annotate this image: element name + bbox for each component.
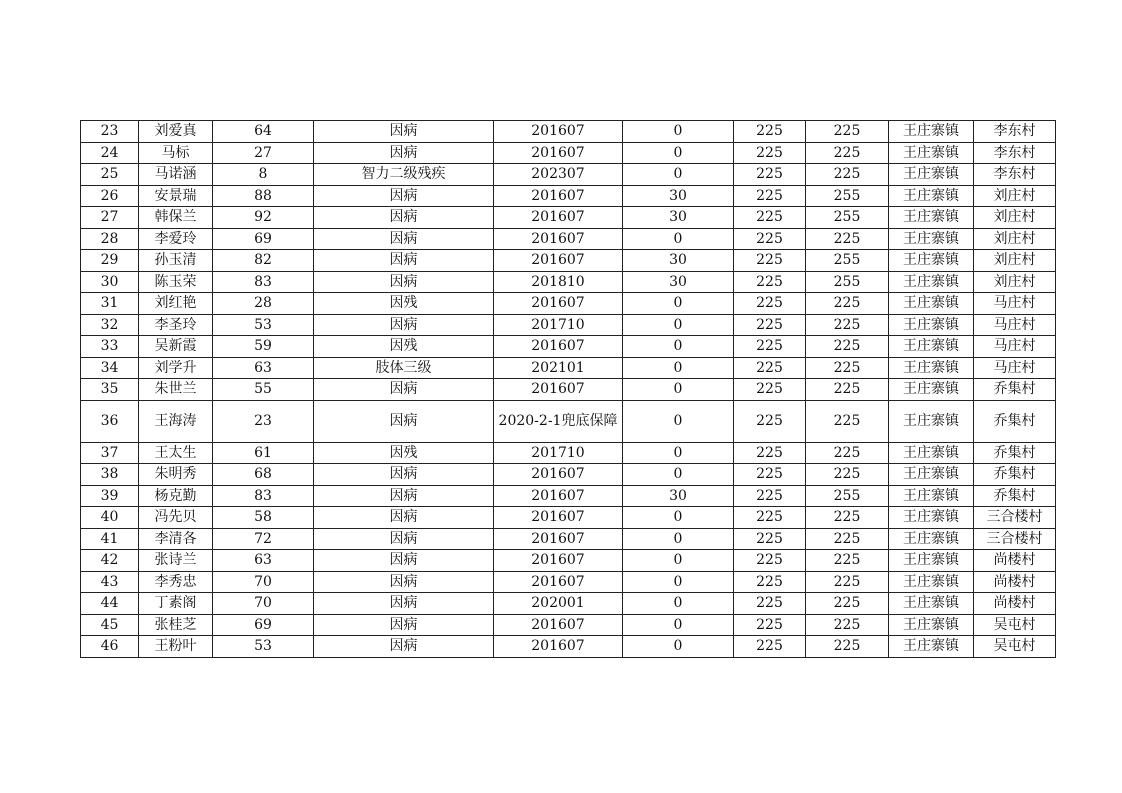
reason-cell: 因病 (314, 464, 494, 486)
age-cell: 59 (213, 336, 314, 358)
village-cell: 刘庄村 (974, 250, 1056, 272)
row-number-cell: 45 (81, 614, 139, 636)
start-date-cell: 202001 (494, 593, 623, 615)
start-date-cell: 201607 (494, 207, 623, 229)
extra-amount-cell: 30 (623, 271, 734, 293)
total-amount-cell: 225 (806, 507, 889, 529)
start-date-cell: 2020-2-1兜底保障 (494, 400, 623, 442)
name-cell: 吴新霞 (139, 336, 213, 358)
town-cell: 王庄寨镇 (889, 207, 974, 229)
start-date-cell: 201607 (494, 293, 623, 315)
town-cell: 王庄寨镇 (889, 357, 974, 379)
row-number-cell: 44 (81, 593, 139, 615)
table-row (81, 121, 1056, 143)
table-row (81, 442, 1056, 464)
start-date-cell: 201607 (494, 507, 623, 529)
age-cell: 92 (213, 207, 314, 229)
extra-amount-cell: 0 (623, 336, 734, 358)
age-cell: 53 (213, 314, 314, 336)
extra-amount-cell: 0 (623, 228, 734, 250)
table-row (81, 293, 1056, 315)
town-cell: 王庄寨镇 (889, 593, 974, 615)
age-cell: 69 (213, 228, 314, 250)
village-cell: 刘庄村 (974, 185, 1056, 207)
name-cell: 李秀忠 (139, 571, 213, 593)
age-cell: 55 (213, 379, 314, 401)
start-date-cell: 201607 (494, 614, 623, 636)
base-amount-cell: 225 (734, 293, 806, 315)
age-cell: 61 (213, 442, 314, 464)
start-date-cell: 201810 (494, 271, 623, 293)
total-amount-cell: 225 (806, 442, 889, 464)
name-cell: 王粉叶 (139, 636, 213, 658)
age-cell: 27 (213, 142, 314, 164)
row-number-cell: 30 (81, 271, 139, 293)
extra-amount-cell: 0 (623, 550, 734, 572)
town-cell: 王庄寨镇 (889, 614, 974, 636)
reason-cell: 因病 (314, 593, 494, 615)
town-cell: 王庄寨镇 (889, 571, 974, 593)
row-number-cell: 27 (81, 207, 139, 229)
village-cell: 刘庄村 (974, 207, 1056, 229)
start-date-cell: 202101 (494, 357, 623, 379)
reason-cell: 因残 (314, 293, 494, 315)
row-number-cell: 36 (81, 400, 139, 442)
extra-amount-cell: 30 (623, 250, 734, 272)
village-cell: 刘庄村 (974, 271, 1056, 293)
start-date-cell: 201607 (494, 121, 623, 143)
table-row (81, 164, 1056, 186)
town-cell: 王庄寨镇 (889, 528, 974, 550)
total-amount-cell: 225 (806, 121, 889, 143)
extra-amount-cell: 0 (623, 636, 734, 658)
town-cell: 王庄寨镇 (889, 442, 974, 464)
age-cell: 70 (213, 571, 314, 593)
extra-amount-cell: 0 (623, 379, 734, 401)
base-amount-cell: 225 (734, 357, 806, 379)
table-row (81, 250, 1056, 272)
town-cell: 王庄寨镇 (889, 164, 974, 186)
name-cell: 张桂芝 (139, 614, 213, 636)
row-number-cell: 28 (81, 228, 139, 250)
start-date-cell: 201607 (494, 485, 623, 507)
table-row (81, 464, 1056, 486)
base-amount-cell: 225 (734, 636, 806, 658)
age-cell: 63 (213, 357, 314, 379)
age-cell: 68 (213, 464, 314, 486)
age-cell: 23 (213, 400, 314, 442)
name-cell: 王海涛 (139, 400, 213, 442)
extra-amount-cell: 0 (623, 400, 734, 442)
total-amount-cell: 225 (806, 464, 889, 486)
village-cell: 三合楼村 (974, 528, 1056, 550)
row-number-cell: 37 (81, 442, 139, 464)
village-cell: 马庄村 (974, 336, 1056, 358)
base-amount-cell: 225 (734, 485, 806, 507)
table-row (81, 485, 1056, 507)
table-row (81, 379, 1056, 401)
base-amount-cell: 225 (734, 336, 806, 358)
name-cell: 杨克勤 (139, 485, 213, 507)
table-row (81, 614, 1056, 636)
reason-cell: 因病 (314, 271, 494, 293)
name-cell: 李圣玲 (139, 314, 213, 336)
age-cell: 28 (213, 293, 314, 315)
town-cell: 王庄寨镇 (889, 121, 974, 143)
total-amount-cell: 255 (806, 207, 889, 229)
age-cell: 83 (213, 485, 314, 507)
village-cell: 乔集村 (974, 442, 1056, 464)
total-amount-cell: 225 (806, 142, 889, 164)
row-number-cell: 23 (81, 121, 139, 143)
name-cell: 安景瑞 (139, 185, 213, 207)
reason-cell: 因病 (314, 507, 494, 529)
reason-cell: 因病 (314, 185, 494, 207)
row-number-cell: 33 (81, 336, 139, 358)
base-amount-cell: 225 (734, 271, 806, 293)
name-cell: 马标 (139, 142, 213, 164)
table-row (81, 571, 1056, 593)
base-amount-cell: 225 (734, 528, 806, 550)
base-amount-cell: 225 (734, 400, 806, 442)
extra-amount-cell: 0 (623, 164, 734, 186)
reason-cell: 因病 (314, 142, 494, 164)
extra-amount-cell: 30 (623, 185, 734, 207)
village-cell: 李东村 (974, 164, 1056, 186)
extra-amount-cell: 30 (623, 207, 734, 229)
village-cell: 刘庄村 (974, 228, 1056, 250)
row-number-cell: 26 (81, 185, 139, 207)
total-amount-cell: 225 (806, 336, 889, 358)
reason-cell: 因病 (314, 207, 494, 229)
extra-amount-cell: 0 (623, 464, 734, 486)
table-body (81, 121, 1056, 658)
data-table (80, 120, 1056, 658)
reason-cell: 因病 (314, 550, 494, 572)
start-date-cell: 201607 (494, 528, 623, 550)
total-amount-cell: 225 (806, 379, 889, 401)
town-cell: 王庄寨镇 (889, 464, 974, 486)
village-cell: 马庄村 (974, 293, 1056, 315)
base-amount-cell: 225 (734, 142, 806, 164)
row-number-cell: 46 (81, 636, 139, 658)
start-date-cell: 201607 (494, 185, 623, 207)
total-amount-cell: 225 (806, 400, 889, 442)
town-cell: 王庄寨镇 (889, 250, 974, 272)
table-row (81, 228, 1056, 250)
reason-cell: 因病 (314, 528, 494, 550)
total-amount-cell: 225 (806, 228, 889, 250)
start-date-cell: 201607 (494, 336, 623, 358)
table-row (81, 550, 1056, 572)
base-amount-cell: 225 (734, 550, 806, 572)
village-cell: 乔集村 (974, 379, 1056, 401)
base-amount-cell: 225 (734, 464, 806, 486)
name-cell: 刘学升 (139, 357, 213, 379)
age-cell: 69 (213, 614, 314, 636)
name-cell: 丁素阁 (139, 593, 213, 615)
total-amount-cell: 225 (806, 614, 889, 636)
base-amount-cell: 225 (734, 507, 806, 529)
town-cell: 王庄寨镇 (889, 228, 974, 250)
table-row (81, 593, 1056, 615)
extra-amount-cell: 0 (623, 528, 734, 550)
name-cell: 马诺涵 (139, 164, 213, 186)
age-cell: 70 (213, 593, 314, 615)
name-cell: 张诗兰 (139, 550, 213, 572)
total-amount-cell: 225 (806, 550, 889, 572)
total-amount-cell: 225 (806, 314, 889, 336)
total-amount-cell: 225 (806, 528, 889, 550)
start-date-cell: 201607 (494, 636, 623, 658)
table-row (81, 336, 1056, 358)
name-cell: 刘爱真 (139, 121, 213, 143)
village-cell: 马庄村 (974, 314, 1056, 336)
extra-amount-cell: 0 (623, 571, 734, 593)
total-amount-cell: 225 (806, 593, 889, 615)
reason-cell: 因病 (314, 121, 494, 143)
table-row (81, 357, 1056, 379)
town-cell: 王庄寨镇 (889, 314, 974, 336)
age-cell: 64 (213, 121, 314, 143)
reason-cell: 因病 (314, 614, 494, 636)
village-cell: 尚楼村 (974, 550, 1056, 572)
row-number-cell: 38 (81, 464, 139, 486)
start-date-cell: 201607 (494, 464, 623, 486)
table-row (81, 400, 1056, 442)
name-cell: 孙玉清 (139, 250, 213, 272)
table-row (81, 507, 1056, 529)
base-amount-cell: 225 (734, 185, 806, 207)
reason-cell: 因病 (314, 400, 494, 442)
reason-cell: 因病 (314, 636, 494, 658)
village-cell: 吴屯村 (974, 614, 1056, 636)
village-cell: 三合楼村 (974, 507, 1056, 529)
base-amount-cell: 225 (734, 593, 806, 615)
total-amount-cell: 225 (806, 293, 889, 315)
row-number-cell: 32 (81, 314, 139, 336)
village-cell: 吴屯村 (974, 636, 1056, 658)
name-cell: 朱世兰 (139, 379, 213, 401)
name-cell: 王太生 (139, 442, 213, 464)
start-date-cell: 201710 (494, 442, 623, 464)
total-amount-cell: 255 (806, 485, 889, 507)
base-amount-cell: 225 (734, 228, 806, 250)
reason-cell: 因病 (314, 571, 494, 593)
table-row (81, 636, 1056, 658)
extra-amount-cell: 0 (623, 442, 734, 464)
town-cell: 王庄寨镇 (889, 142, 974, 164)
reason-cell: 因病 (314, 250, 494, 272)
table-row (81, 271, 1056, 293)
reason-cell: 肢体三级 (314, 357, 494, 379)
village-cell: 尚楼村 (974, 571, 1056, 593)
total-amount-cell: 255 (806, 185, 889, 207)
base-amount-cell: 225 (734, 571, 806, 593)
age-cell: 82 (213, 250, 314, 272)
name-cell: 陈玉荣 (139, 271, 213, 293)
start-date-cell: 201710 (494, 314, 623, 336)
age-cell: 53 (213, 636, 314, 658)
extra-amount-cell: 0 (623, 293, 734, 315)
reason-cell: 因病 (314, 314, 494, 336)
total-amount-cell: 255 (806, 250, 889, 272)
town-cell: 王庄寨镇 (889, 550, 974, 572)
base-amount-cell: 225 (734, 207, 806, 229)
town-cell: 王庄寨镇 (889, 507, 974, 529)
age-cell: 8 (213, 164, 314, 186)
name-cell: 李爱玲 (139, 228, 213, 250)
town-cell: 王庄寨镇 (889, 400, 974, 442)
extra-amount-cell: 30 (623, 485, 734, 507)
start-date-cell: 201607 (494, 228, 623, 250)
total-amount-cell: 225 (806, 357, 889, 379)
village-cell: 马庄村 (974, 357, 1056, 379)
village-cell: 乔集村 (974, 400, 1056, 442)
extra-amount-cell: 0 (623, 593, 734, 615)
base-amount-cell: 225 (734, 614, 806, 636)
row-number-cell: 42 (81, 550, 139, 572)
total-amount-cell: 225 (806, 164, 889, 186)
reason-cell: 因残 (314, 442, 494, 464)
row-number-cell: 34 (81, 357, 139, 379)
row-number-cell: 31 (81, 293, 139, 315)
base-amount-cell: 225 (734, 164, 806, 186)
start-date-cell: 201607 (494, 550, 623, 572)
town-cell: 王庄寨镇 (889, 293, 974, 315)
base-amount-cell: 225 (734, 121, 806, 143)
row-number-cell: 25 (81, 164, 139, 186)
total-amount-cell: 225 (806, 571, 889, 593)
village-cell: 李东村 (974, 121, 1056, 143)
reason-cell: 因病 (314, 228, 494, 250)
name-cell: 李清各 (139, 528, 213, 550)
row-number-cell: 40 (81, 507, 139, 529)
age-cell: 83 (213, 271, 314, 293)
row-number-cell: 39 (81, 485, 139, 507)
town-cell: 王庄寨镇 (889, 485, 974, 507)
start-date-cell: 201607 (494, 142, 623, 164)
town-cell: 王庄寨镇 (889, 185, 974, 207)
age-cell: 58 (213, 507, 314, 529)
start-date-cell: 201607 (494, 379, 623, 401)
table-row (81, 528, 1056, 550)
start-date-cell: 201607 (494, 250, 623, 272)
extra-amount-cell: 0 (623, 357, 734, 379)
age-cell: 72 (213, 528, 314, 550)
start-date-cell: 201607 (494, 571, 623, 593)
row-number-cell: 24 (81, 142, 139, 164)
name-cell: 朱明秀 (139, 464, 213, 486)
total-amount-cell: 255 (806, 271, 889, 293)
table-row (81, 207, 1056, 229)
village-cell: 李东村 (974, 142, 1056, 164)
extra-amount-cell: 0 (623, 142, 734, 164)
extra-amount-cell: 0 (623, 507, 734, 529)
village-cell: 乔集村 (974, 485, 1056, 507)
extra-amount-cell: 0 (623, 121, 734, 143)
base-amount-cell: 225 (734, 250, 806, 272)
reason-cell: 智力二级残疾 (314, 164, 494, 186)
name-cell: 刘红艳 (139, 293, 213, 315)
total-amount-cell: 225 (806, 636, 889, 658)
row-number-cell: 43 (81, 571, 139, 593)
extra-amount-cell: 0 (623, 314, 734, 336)
base-amount-cell: 225 (734, 379, 806, 401)
town-cell: 王庄寨镇 (889, 271, 974, 293)
row-number-cell: 41 (81, 528, 139, 550)
extra-amount-cell: 0 (623, 614, 734, 636)
name-cell: 冯先贝 (139, 507, 213, 529)
village-cell: 尚楼村 (974, 593, 1056, 615)
start-date-cell: 202307 (494, 164, 623, 186)
table-row (81, 185, 1056, 207)
row-number-cell: 29 (81, 250, 139, 272)
age-cell: 63 (213, 550, 314, 572)
village-cell: 乔集村 (974, 464, 1056, 486)
reason-cell: 因病 (314, 379, 494, 401)
reason-cell: 因残 (314, 336, 494, 358)
age-cell: 88 (213, 185, 314, 207)
name-cell: 韩保兰 (139, 207, 213, 229)
table-row (81, 314, 1056, 336)
town-cell: 王庄寨镇 (889, 636, 974, 658)
reason-cell: 因病 (314, 485, 494, 507)
row-number-cell: 35 (81, 379, 139, 401)
table-row (81, 142, 1056, 164)
base-amount-cell: 225 (734, 314, 806, 336)
town-cell: 王庄寨镇 (889, 379, 974, 401)
town-cell: 王庄寨镇 (889, 336, 974, 358)
base-amount-cell: 225 (734, 442, 806, 464)
